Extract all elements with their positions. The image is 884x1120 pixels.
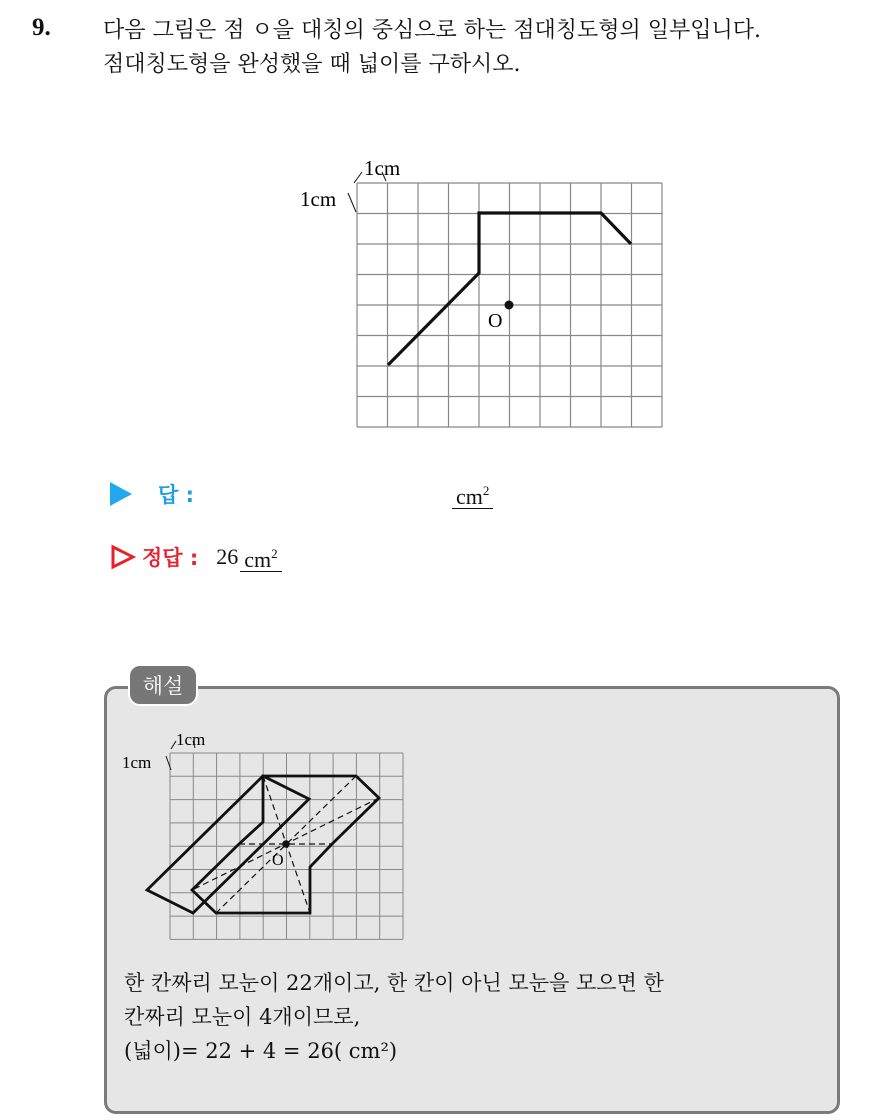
solution-label-top-unit: 1cm xyxy=(176,730,206,749)
question-line-2: 점대칭도형을 완성했을 때 넓이를 구하시오. xyxy=(103,52,521,77)
question-number: 9. xyxy=(32,14,51,41)
answer-label: 답 : xyxy=(158,483,194,507)
solution-line-2: 칸짜리 모눈이 4개이므로, xyxy=(124,1005,361,1029)
solution-label-left-unit: 1cm xyxy=(122,753,152,772)
main-grid-figure xyxy=(290,150,670,435)
play-triangle-icon xyxy=(110,482,132,506)
answer-row xyxy=(110,474,490,514)
correct-answer-label: 정답 : xyxy=(142,546,199,570)
solution-line-1: 한 칸짜리 모눈이 22개이고, 한 칸이 아닌 모눈을 모으면 한 xyxy=(124,971,664,995)
tick-left xyxy=(348,193,356,212)
label-top-unit: 1cm xyxy=(364,156,401,180)
solution-center-label: O xyxy=(272,852,284,869)
solution-tab: 해설 xyxy=(128,664,198,706)
answer-unit[interactable]: $cm^2$ xyxy=(452,480,493,509)
center-label: O xyxy=(488,310,503,332)
solution-text xyxy=(124,966,824,1068)
correct-answer-value: 26 xyxy=(216,544,239,569)
solution-center-point xyxy=(282,840,290,848)
correct-answer-unit: $cm^2$ xyxy=(240,543,281,572)
question-text xyxy=(103,14,873,82)
center-point xyxy=(505,301,514,310)
solution-grid-figure xyxy=(110,728,410,943)
question-line-1: 다음 그림은 점 ㅇ을 대칭의 중심으로 하는 점대칭도형의 일부입니다. xyxy=(103,18,761,43)
label-left-unit: 1cm xyxy=(300,187,337,211)
solution-line-3: (넓이)= 22 + 4 = 26( cm²) xyxy=(124,1039,398,1063)
outline-triangle-icon xyxy=(110,544,136,570)
correct-answer-row xyxy=(110,537,282,577)
